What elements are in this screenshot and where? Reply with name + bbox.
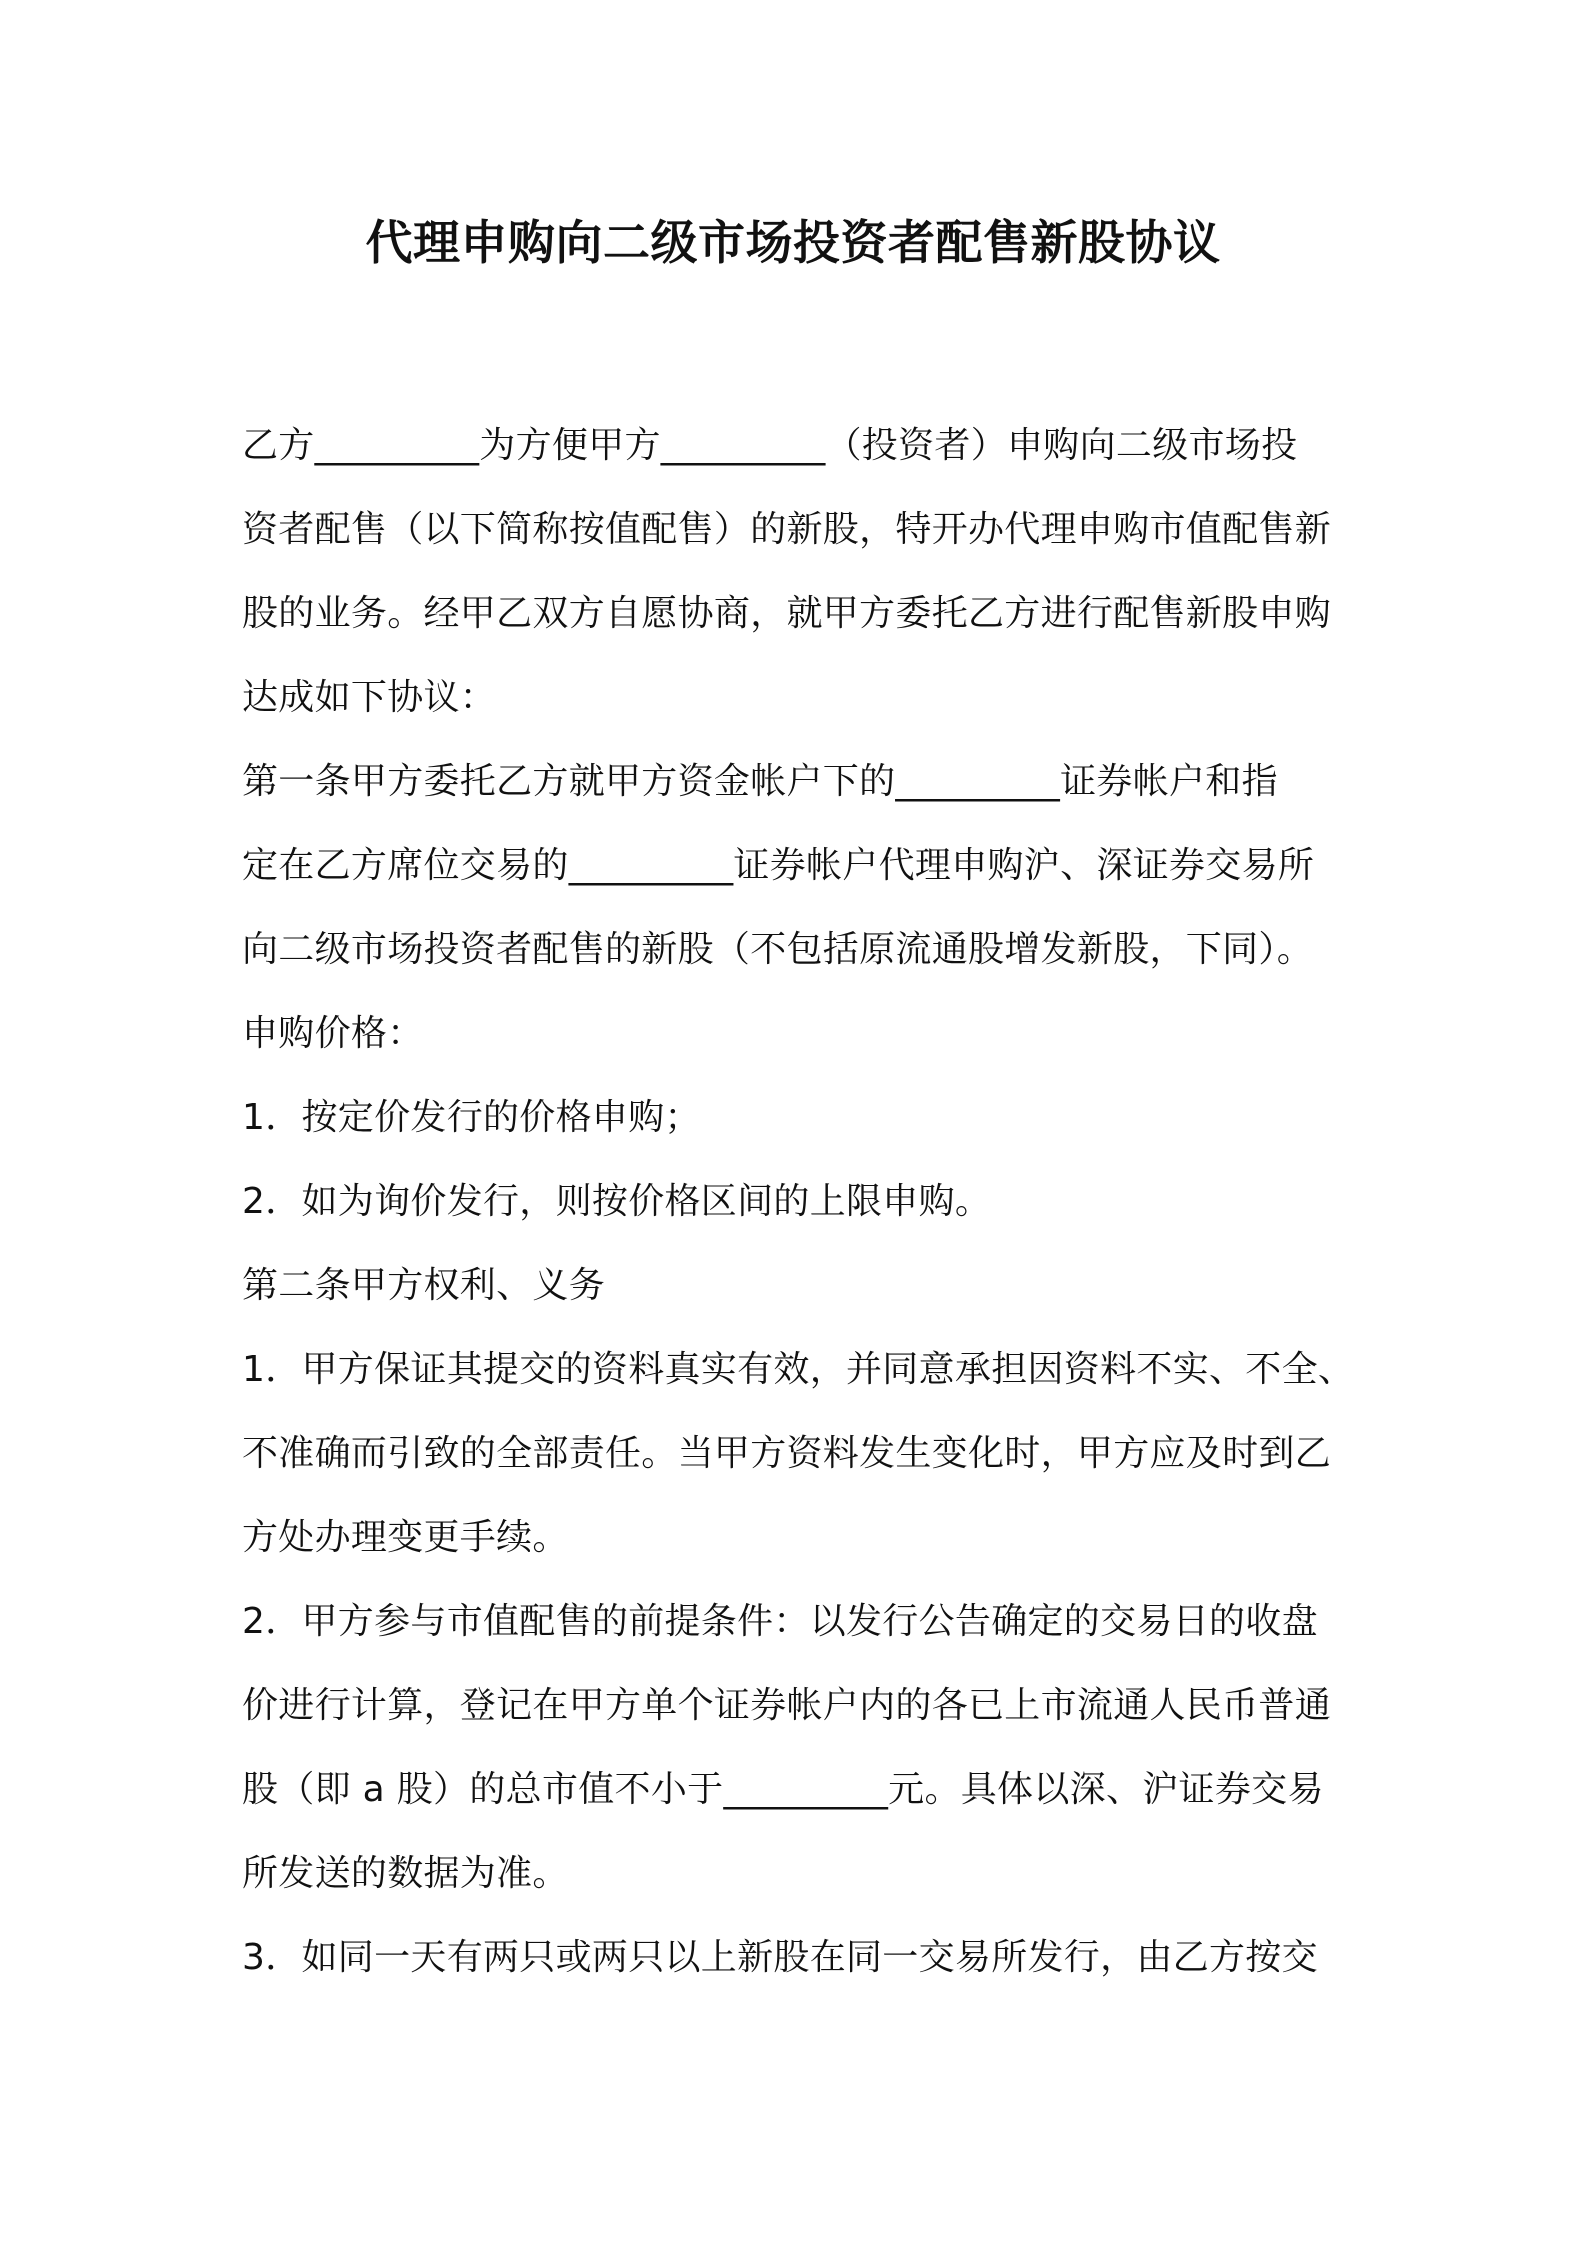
clause-2-line: 所发送的数据为准。 [242, 1853, 569, 1894]
clause-2-line: 1．甲方保证其提交的资料真实有效，并同意承担因资料不实、不全、 [242, 1349, 1355, 1390]
clause-2-line: 方处办理变更手续。 [242, 1517, 569, 1558]
clause-2-line: 3．如同一天有两只或两只以上新股在同一交易所发行，由乙方按交 [242, 1937, 1318, 1978]
body-line: 资者配售（以下简称按值配售）的新股，特开办代理申购市值配售新 [242, 509, 1332, 550]
clause-2-line: 股（即 a 股）的总市值不小于_________元。具体以深、沪证券交易 [242, 1769, 1324, 1810]
price-item: 2．如为询价发行，则按价格区间的上限申购。 [242, 1181, 992, 1222]
body-line: 达成如下协议： [242, 677, 497, 718]
document-body [242, 404, 1372, 2000]
clause-2-line: 不准确而引致的全部责任。当甲方资料发生变化时，甲方应及时到乙 [242, 1433, 1332, 1474]
clause-1-line: 向二级市场投资者配售的新股（不包括原流通股增发新股，下同）。 [242, 929, 1314, 970]
body-line: 乙方_________为方便甲方_________（投资者）申购向二级市场投 [242, 425, 1298, 466]
clause-2-line: 2．甲方参与市值配售的前提条件：以发行公告确定的交易日的收盘 [242, 1601, 1318, 1642]
price-item: 1．按定价发行的价格申购； [242, 1097, 701, 1138]
document-title: 代理申购向二级市场投资者配售新股协议 [365, 216, 1221, 271]
clause-2-line: 价进行计算，登记在甲方单个证券帐户内的各已上市流通人民币普通 [242, 1685, 1332, 1726]
clause-1-line: 第一条甲方委托乙方就甲方资金帐户下的_________证券帐户和指 [242, 761, 1278, 802]
clause-1-line: 定在乙方席位交易的_________证券帐户代理申购沪、深证券交易所 [242, 845, 1315, 886]
price-heading: 申购价格： [242, 1013, 424, 1054]
clause-2-heading: 第二条甲方权利、义务 [242, 1265, 606, 1306]
body-line: 股的业务。经甲乙双方自愿协商，就甲方委托乙方进行配售新股申购 [242, 593, 1332, 634]
